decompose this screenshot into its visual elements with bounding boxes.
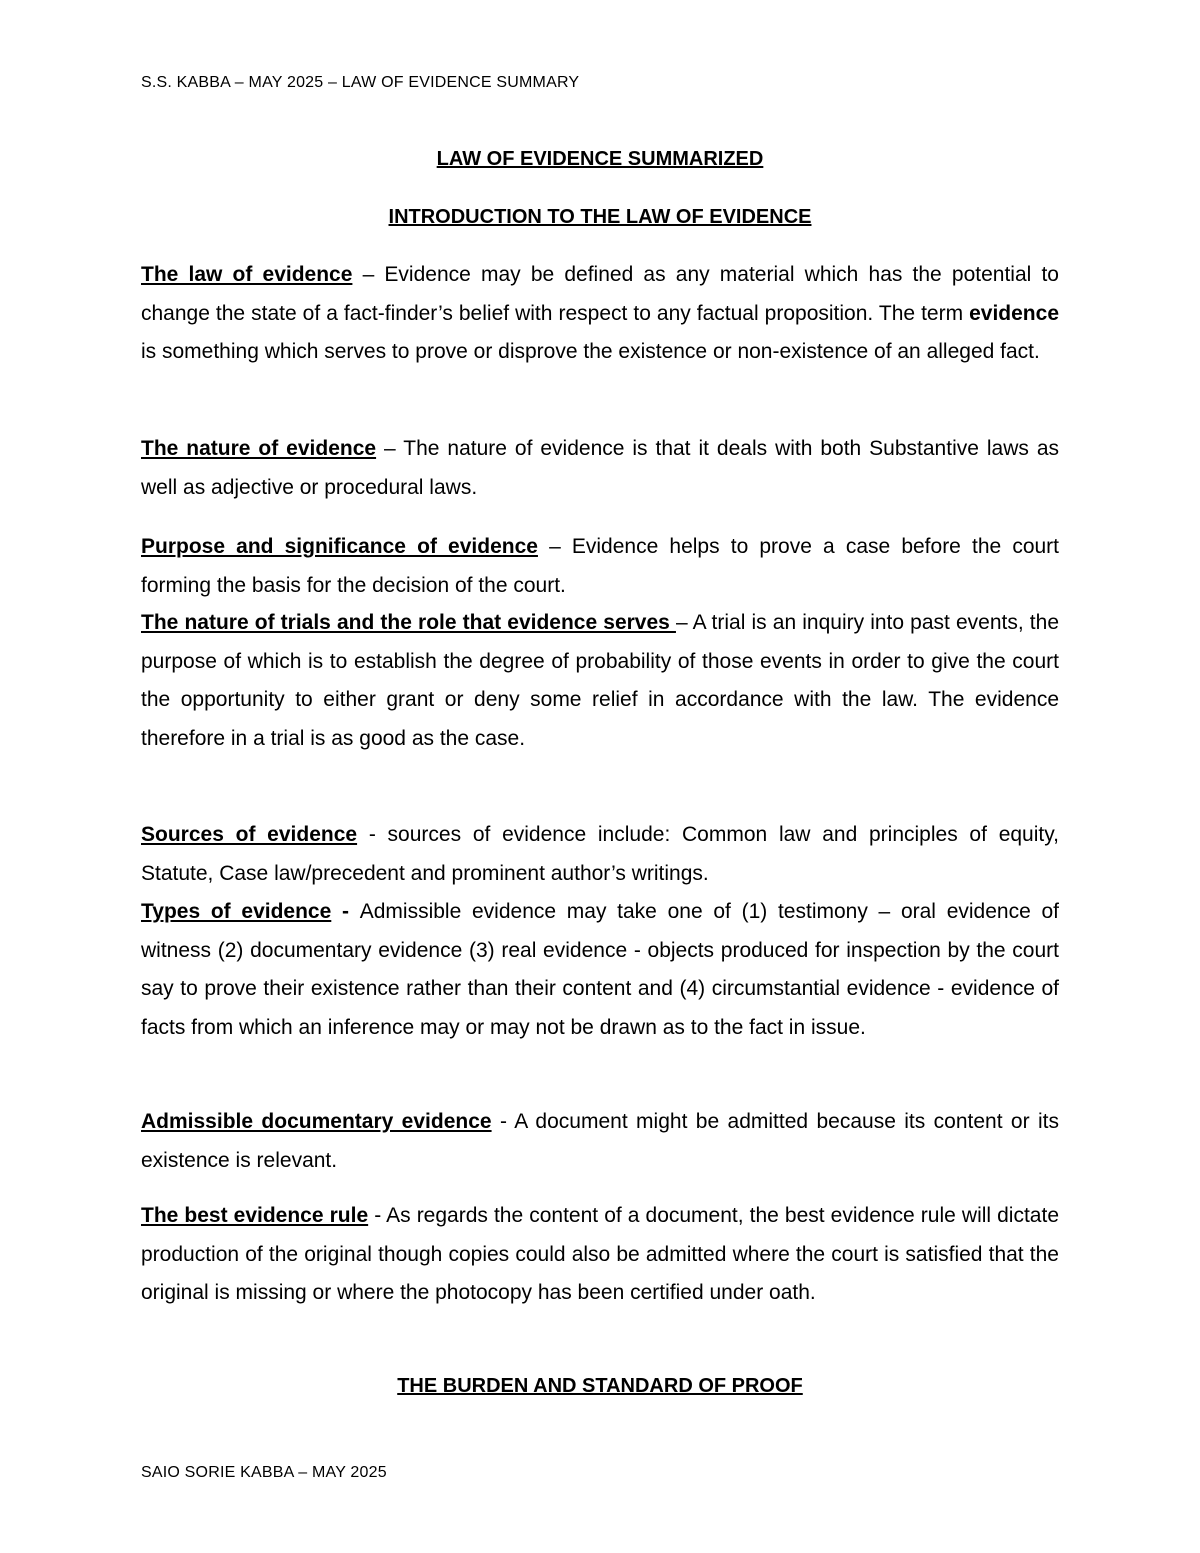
document-title: LAW OF EVIDENCE SUMMARIZED	[436, 148, 764, 170]
paragraph-nature-of-trials	[141, 604, 1059, 759]
paragraph-text: - A document might be admitted because its content or its existence is relevant.	[141, 1110, 1059, 1172]
paragraph-text: Admissible evidence may take one of (1) testimony – oral evidence of witness (2) documentary evidence (3) real evidence - objects produced for inspection by the court say to prove their existence rather than their content and (4) circumstantial evidence - evidence of facts from which an inference may or may not be drawn as to the fact in issue.	[141, 900, 1059, 1040]
paragraph-text: – The nature of evidence is that it deals with both Substantive laws as well as adjective or procedural laws.	[141, 437, 1060, 499]
paragraph-admissible-documentary-evidence	[141, 1103, 1059, 1180]
paragraph-types-of-evidence	[141, 893, 1059, 1048]
term-purpose-and-significance: Purpose and significance of evidence	[141, 535, 538, 558]
paragraph-text: is something which serves to prove or disprove the existence or non-existence of an alleged fact.	[141, 340, 1040, 364]
term-nature-of-evidence: The nature of evidence	[141, 437, 377, 460]
term-sources-of-evidence: Sources of evidence	[141, 823, 358, 846]
paragraph-law-of-evidence	[141, 256, 1059, 372]
paragraph-best-evidence-rule	[141, 1197, 1059, 1313]
section-heading-burden-of-proof: THE BURDEN AND STANDARD OF PROOF	[397, 1375, 803, 1397]
section-heading-introduction: INTRODUCTION TO THE LAW OF EVIDENCE	[388, 206, 812, 228]
paragraph-text: - As regards the content of a document, the best evidence rule will dictate production of the original though copies could also be admitted where the court is satisfied that the original is missing or where the photocopy has been certified under oath.	[141, 1204, 1060, 1305]
term-types-of-evidence: Types of evidence	[141, 900, 332, 923]
term-nature-of-trials: The nature of trials and the role that evidence serves	[141, 611, 676, 634]
term-best-evidence-rule: The best evidence rule	[141, 1204, 369, 1227]
paragraph-nature-of-evidence	[141, 430, 1059, 507]
emphasis-evidence: evidence	[969, 301, 1059, 325]
term-admissible-documentary-evidence: Admissible documentary evidence	[141, 1110, 492, 1133]
running-footer: SAIO SORIE KABBA – MAY 2025	[141, 1464, 387, 1481]
paragraph-purpose-of-evidence	[141, 528, 1059, 605]
paragraph-text: – Evidence may be defined as any material which has the potential to change the state of a fact-finder’s belief with respect to any factual proposition. The term	[141, 263, 1059, 325]
running-header: S.S. KABBA – MAY 2025 – LAW OF EVIDENCE SUMMARY	[141, 74, 580, 91]
paragraph-sources-of-evidence	[141, 816, 1059, 893]
paragraph-text: - sources of evidence include: Common law and principles of equity, Statute, Case law/precedent and prominent author’s writings.	[141, 823, 1060, 885]
term-law-of-evidence: The law of evidence	[141, 263, 353, 286]
term-dash: -	[331, 900, 360, 923]
paragraph-text: – A trial is an inquiry into past events, the purpose of which is to establish the degree of probability of those events in order to give the court the opportunity to either grant or deny some relief in accordance with the law. The evidence therefore in a trial is as good as the case.	[141, 611, 1060, 751]
paragraph-text: – Evidence helps to prove a case before the court forming the basis for the decision of the court.	[141, 535, 1059, 597]
